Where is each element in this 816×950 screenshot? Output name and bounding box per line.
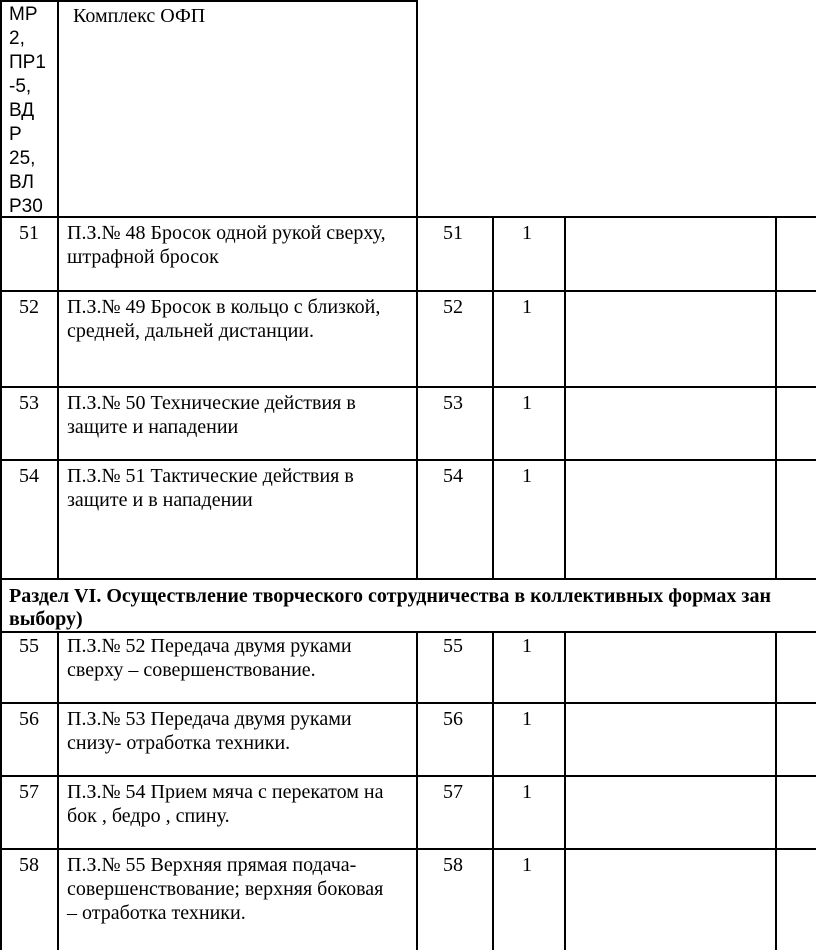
hours-cell: 1 [522, 296, 532, 318]
lesson-number: 53 [443, 392, 463, 414]
col-border [416, 216, 418, 579]
col-border [0, 631, 2, 950]
row-border [0, 216, 816, 218]
topic-line: защите и нападении [67, 416, 239, 438]
topic-line: П.З.№ 51 Тактические действия в [67, 465, 354, 487]
code-cell-line: Р [9, 124, 22, 145]
row-number: 58 [19, 854, 39, 876]
topic-line: – отработка техники. [67, 902, 246, 924]
col-border [416, 631, 418, 950]
row-border [0, 290, 816, 292]
hours-cell: 1 [522, 854, 532, 876]
row-number: 54 [19, 465, 39, 487]
row-number: 53 [19, 392, 39, 414]
topic-cell: Комплекс ОФП [73, 5, 206, 27]
lesson-number: 58 [443, 854, 463, 876]
table-top-border [0, 0, 417, 2]
row-border [0, 459, 816, 461]
row-border [0, 386, 816, 388]
topic-line: защите и в нападении [67, 489, 253, 511]
row-number: 57 [19, 781, 39, 803]
row-number: 55 [19, 635, 39, 657]
topic-line: П.З.№ 50 Технические действия в [67, 392, 356, 414]
topic-line: П.З.№ 52 Передача двумя руками [67, 635, 352, 657]
col-border [492, 631, 494, 950]
topic-line: бок , бедро , спину. [67, 805, 230, 827]
code-cell-line: Р30 [9, 196, 43, 217]
col-border [492, 216, 494, 579]
col-border [775, 631, 777, 950]
lesson-number: 51 [443, 222, 463, 244]
code-cell-line: ВЛ [9, 172, 34, 193]
topic-line: П.З.№ 54 Прием мяча с перекатом на [67, 781, 384, 803]
col-border [775, 216, 777, 579]
topic-line: П.З.№ 48 Бросок одной рукой сверху, [67, 222, 386, 244]
col-border [0, 578, 2, 632]
col-border [0, 0, 2, 217]
topic-line: П.З.№ 49 Бросок в кольцо с близкой, [67, 296, 381, 318]
topic-line: П.З.№ 53 Передача двумя руками [67, 708, 352, 730]
hours-cell: 1 [522, 781, 532, 803]
lesson-number: 56 [443, 708, 463, 730]
row-border [0, 578, 816, 580]
col-border [57, 631, 59, 950]
lesson-number: 55 [443, 635, 463, 657]
code-cell-line: ПР1 [9, 52, 46, 73]
row-border [0, 848, 816, 850]
topic-line: совершенствование; верхняя боковая [67, 878, 384, 900]
section-title-line: Раздел VI. Осуществление творческого сотрудничества в коллективных формах зан [9, 585, 771, 607]
col-border [564, 631, 566, 950]
col-border [416, 0, 418, 217]
topic-line: средней, дальней дистанции. [67, 320, 314, 342]
lesson-number: 54 [443, 465, 463, 487]
row-number: 56 [19, 708, 39, 730]
code-cell-line: ВД [9, 100, 35, 121]
hours-cell: 1 [522, 635, 532, 657]
hours-cell: 1 [522, 222, 532, 244]
section-title-line: выбору) [9, 608, 83, 630]
topic-line: снизу- отработка техники. [67, 732, 291, 754]
code-cell-line: 25, [9, 148, 36, 169]
topic-line: сверху – совершенствование. [67, 659, 316, 681]
hours-cell: 1 [522, 465, 532, 487]
topic-line: П.З.№ 55 Верхняя прямая подача- [67, 854, 357, 876]
col-border [57, 0, 59, 217]
hours-cell: 1 [522, 708, 532, 730]
code-cell-line: 2, [9, 28, 25, 49]
row-border [0, 631, 816, 633]
col-border [0, 216, 2, 579]
lesson-number: 57 [443, 781, 463, 803]
col-border [564, 216, 566, 579]
lesson-number: 52 [443, 296, 463, 318]
row-number: 52 [19, 296, 39, 318]
code-cell-line: МР [9, 4, 38, 25]
row-number: 51 [19, 222, 39, 244]
col-border [57, 216, 59, 579]
topic-line: штрафной бросок [67, 246, 219, 268]
row-border [0, 775, 816, 777]
row-border [0, 702, 816, 704]
code-cell-line: -5, [9, 76, 32, 97]
hours-cell: 1 [522, 392, 532, 414]
